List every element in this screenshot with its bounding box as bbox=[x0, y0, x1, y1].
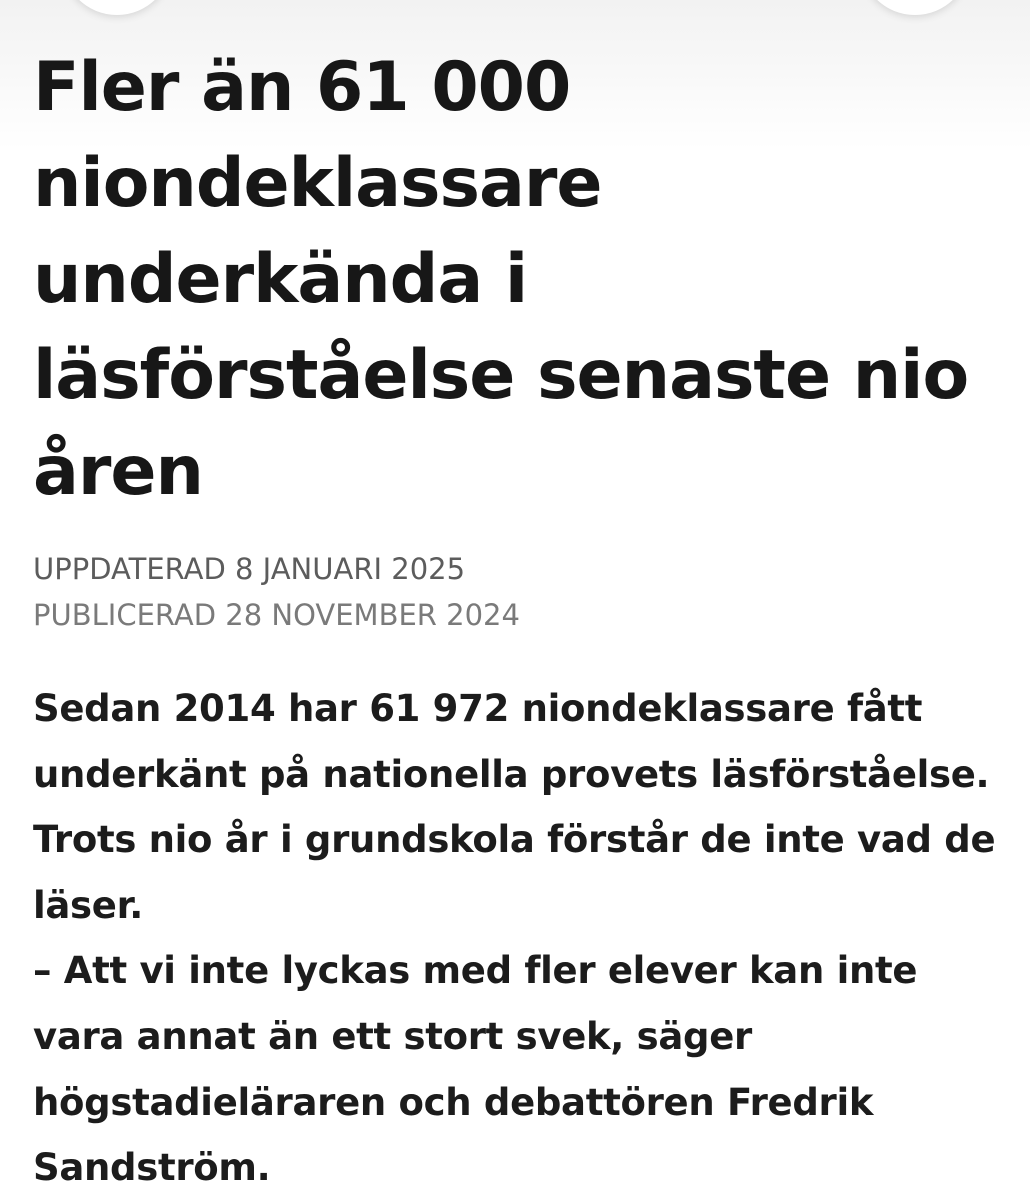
lead-line: Sedan 2014 har 61 972 niondeklassare fått bbox=[33, 687, 923, 730]
article bbox=[33, 40, 1003, 1201]
lead-line: Sandström. bbox=[33, 1146, 271, 1190]
article-headline bbox=[33, 40, 993, 520]
lead-line: underkänt på nationella provets läsförståelse. bbox=[33, 752, 990, 796]
headline-line: underkända i bbox=[33, 240, 528, 319]
headline-line: Fler än 61 000 bbox=[33, 48, 571, 127]
lead-line: – Att vi inte lyckas med fler elever kan inte bbox=[33, 949, 918, 993]
lead-line: vara annat än ett stort svek, säger bbox=[33, 1014, 752, 1058]
headline-line: läsförståelse senaste nio bbox=[33, 336, 969, 415]
lead-line: högstadieläraren och debattören Fredrik bbox=[33, 1080, 874, 1124]
published-date: PUBLICERAD 28 NOVEMBER 2024 bbox=[33, 598, 520, 632]
headline-line: niondeklassare bbox=[33, 144, 602, 223]
article-lead bbox=[33, 676, 1003, 1201]
article-meta bbox=[33, 546, 1003, 638]
lead-line: läser. bbox=[33, 883, 143, 927]
headline-line: åren bbox=[33, 432, 203, 511]
updated-date: UPPDATERAD 8 JANUARI 2025 bbox=[33, 552, 466, 586]
lead-line: Trots nio år i grundskola förstår de inte vad de bbox=[33, 818, 996, 862]
